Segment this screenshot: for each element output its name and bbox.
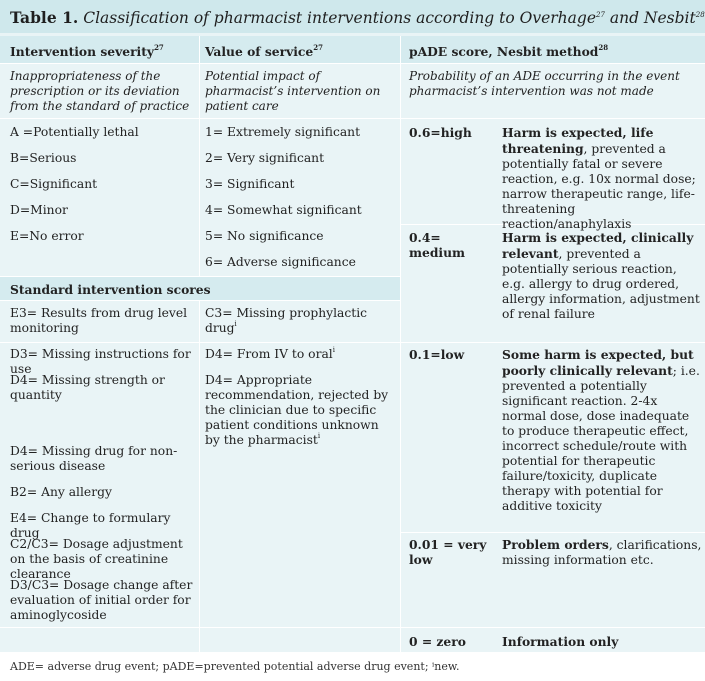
severity-item: E=No error: [10, 229, 84, 243]
header-value-of-service: [205, 44, 395, 59]
value-item: 3= Significant: [205, 177, 295, 191]
severity-item: D=Minor: [10, 203, 68, 217]
header-intervention-severity: [10, 44, 195, 59]
standard-item: D3= Missing instructions for use: [10, 347, 191, 376]
pade-detail: , clarifications, missing information etc.: [502, 538, 702, 567]
grid-line: [199, 300, 200, 652]
grid-line: [0, 342, 705, 343]
standard-item: E3= Results from drug level monitoring: [10, 306, 188, 335]
header-pade-score: [409, 44, 699, 59]
pade-description: [502, 230, 702, 322]
value-item: 2= Very significant: [205, 151, 325, 165]
caption-text: and Nesbit: [604, 9, 696, 27]
standard-value-item: [205, 306, 395, 336]
pade-description: [502, 125, 702, 232]
pade-lead: Some harm is expected, but poorly clinically relevant: [502, 347, 694, 378]
header-text: Intervention severity: [10, 44, 155, 59]
pade-score: 0.1=low: [409, 347, 465, 362]
standard-item: D4= Missing strength or quantity: [10, 373, 165, 402]
pade-score: 0.4= medium: [409, 230, 466, 260]
grid-line: [0, 627, 705, 628]
caption-ref: 28: [695, 11, 705, 19]
standard-item: C2/C3= Dosage adjustment on the basis of creatinine clearance: [10, 537, 183, 581]
table-caption: [83, 9, 704, 27]
pade-score: 0 = zero: [409, 634, 466, 649]
grid-line: [0, 118, 705, 119]
grid-line: [199, 36, 200, 276]
caption-text: Classification of pharmacist interventions according to Overhage: [83, 9, 597, 27]
standard-item: E4= Change to formulary drug: [10, 511, 171, 540]
standard-item: B2= Any allergy: [10, 485, 112, 499]
grid-line: [400, 36, 401, 652]
new-marker: i: [332, 346, 335, 354]
subheader-value: Potential impact of pharmacist’s intervention on patient care: [205, 69, 381, 113]
standard-scores-heading: Standard intervention scores: [10, 282, 211, 297]
standard-value-text: D4= Appropriate recommendation, rejected by the clinician due to specific patient conditions unknown by the pharmacist: [205, 373, 389, 447]
value-item: 4= Somewhat significant: [205, 203, 362, 217]
table-footnote: ADE= adverse drug event; pADE=prevented potential adverse drug event; ⁱnew.: [0, 652, 705, 681]
pade-description: [502, 537, 702, 568]
pade-detail: , prevented a potentially serious reaction, e.g. allergy to drug ordered, allergy information, adjustment of renal failure: [502, 247, 700, 321]
new-marker: i: [234, 320, 237, 328]
value-item: 6= Adverse significance: [205, 255, 356, 269]
standard-value-text: C3= Missing prophylactic drug: [205, 306, 368, 335]
grid-line: [0, 276, 400, 277]
pade-score: 0.01 = very low: [409, 537, 487, 567]
grid-line: [0, 300, 400, 301]
standard-item: D4= Missing drug for non-serious disease: [10, 444, 178, 473]
new-marker: i: [317, 432, 321, 440]
header-ref: 27: [313, 43, 323, 52]
table-title: [0, 0, 705, 33]
severity-item: A =Potentially lethal: [10, 125, 139, 139]
value-item: 1= Extremely significant: [205, 125, 361, 139]
caption-ref: 27: [596, 11, 605, 19]
pade-lead: Harm is expected, clinically relevant: [502, 230, 694, 261]
pade-detail: , prevented a potentially fatal or severe reaction, e.g. 10x normal dose; narrow therapeutic range, life-threatening reaction/anaphylaxis: [502, 142, 696, 231]
header-ref: 28: [598, 43, 609, 52]
pade-description: [502, 634, 702, 650]
severity-item: C=Significant: [10, 177, 98, 191]
grid-line: [400, 532, 705, 533]
header-text: pADE score, Nesbit method: [409, 44, 599, 59]
grid-line: [0, 63, 705, 64]
value-item: 5= No significance: [205, 229, 324, 243]
subheader-severity: Inappropriateness of the prescription or its deviation from the standard of practice: [10, 69, 190, 113]
header-ref: 27: [154, 43, 164, 52]
pade-lead: Problem orders: [502, 537, 609, 552]
standard-item: D3/C3= Dosage change after evaluation of initial order for aminoglycoside: [10, 578, 193, 622]
standard-value-item: [205, 373, 395, 448]
severity-item: B=Serious: [10, 151, 77, 165]
standard-value-text: D4= From IV to oral: [205, 347, 333, 361]
subheader-pade: Probability of an ADE occurring in the event pharmacist’s intervention was not made: [409, 69, 680, 98]
pade-lead: Information only: [502, 634, 619, 649]
pade-description: [502, 347, 702, 514]
table-label: Table 1.: [10, 8, 79, 27]
standard-value-item: [205, 347, 395, 362]
header-text: Value of service: [205, 44, 314, 59]
pade-score: 0.6=high: [409, 125, 472, 140]
pade-lead: Harm is expected, life threatening: [502, 125, 654, 156]
pade-detail: ; i.e. prevented a potentially significant reaction. 2-4x normal dose, dose inadequate to produce therapeutic effect, incorrect schedule/route with potential for therapeutic failure/toxicity, duplicate therapy with potential for additive toxicity: [502, 364, 700, 513]
